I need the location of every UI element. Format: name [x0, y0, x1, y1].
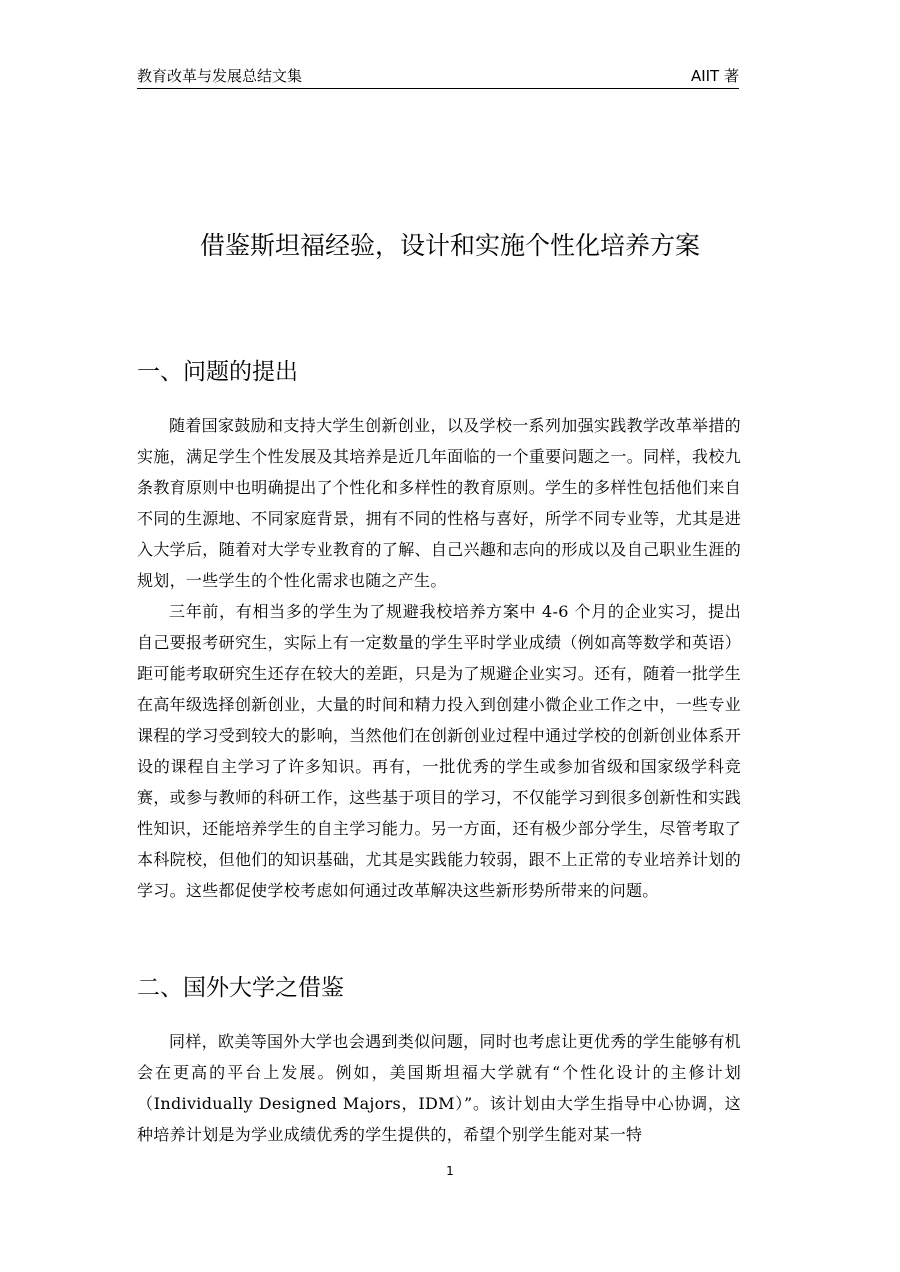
header-author: AIIT 著 [690, 67, 739, 85]
paragraph: 三年前，有相当多的学生为了规避我校培养方案中 4-6 个月的企业实习，提出自己要报考研究生，实际上有一定数量的学生平时学业成绩（例如高等数学和英语）距可能考取研究生还存在较大的差距，只是为了规避企业实习。还有，随着一批学生在高年级选择创新创业，大量的时间和精力投入到创建小微企业工作之中，一些专业课程的学习受到较大的影响，当然他们在创新创业过程中通过学校的创新创业体系开设的课程自主学习了许多知识。再有，一批优秀的学生或参加省级和国家级学科竞赛，或参与教师的科研工作，这些基于项目的学习，不仅能学习到很多创新性和实践性知识，还能培养学生的自主学习能力。另一方面，还有极少部分学生，尽管考取了本科院校，但他们的知识基础，尤其是实践能力较弱，跟不上正常的专业培养计划的学习。这些都促使学校考虑如何通过改革解决这些新形势所带来的问题。 [137, 602, 741, 900]
section-heading-1: 一、问题的提出 [137, 359, 298, 385]
document-title: 借鉴斯坦福经验，设计和实施个性化培养方案 [199, 231, 700, 260]
page-number: 1 [446, 1164, 454, 1178]
paragraph: 同样，欧美等国外大学也会遇到类似问题，同时也考虑让更优秀的学生能够有机会在更高的平台上发展。例如，美国斯坦福大学就有“个性化设计的主修计划（Individually Designed Majors，IDM）”。该计划由大学生指导中心协调，这种培养计划是为学业成绩优秀的学生提供的，希望个别学生能对某一特 [137, 1032, 741, 1144]
header-collection-title: 教育改革与发展总结文集 [137, 67, 303, 85]
paragraph: 随着国家鼓励和支持大学生创新创业，以及学校一系列加强实践教学改革举措的实施，满足学生个性发展及其培养是近几年面临的一个重要问题之一。同样，我校九条教育原则中也明确提出了个性化和多样性的教育原则。学生的多样性包括他们来自不同的生源地、不同家庭背景，拥有不同的性格与喜好，所学不同专业等，尤其是进入大学后，随着对大学专业教育的了解、自己兴趣和志向的形成以及自己职业生涯的规划，一些学生的个性化需求也随之产生。 [137, 416, 741, 590]
section-heading-2: 二、国外大学之借鉴 [137, 975, 344, 1001]
page-header [137, 66, 739, 89]
